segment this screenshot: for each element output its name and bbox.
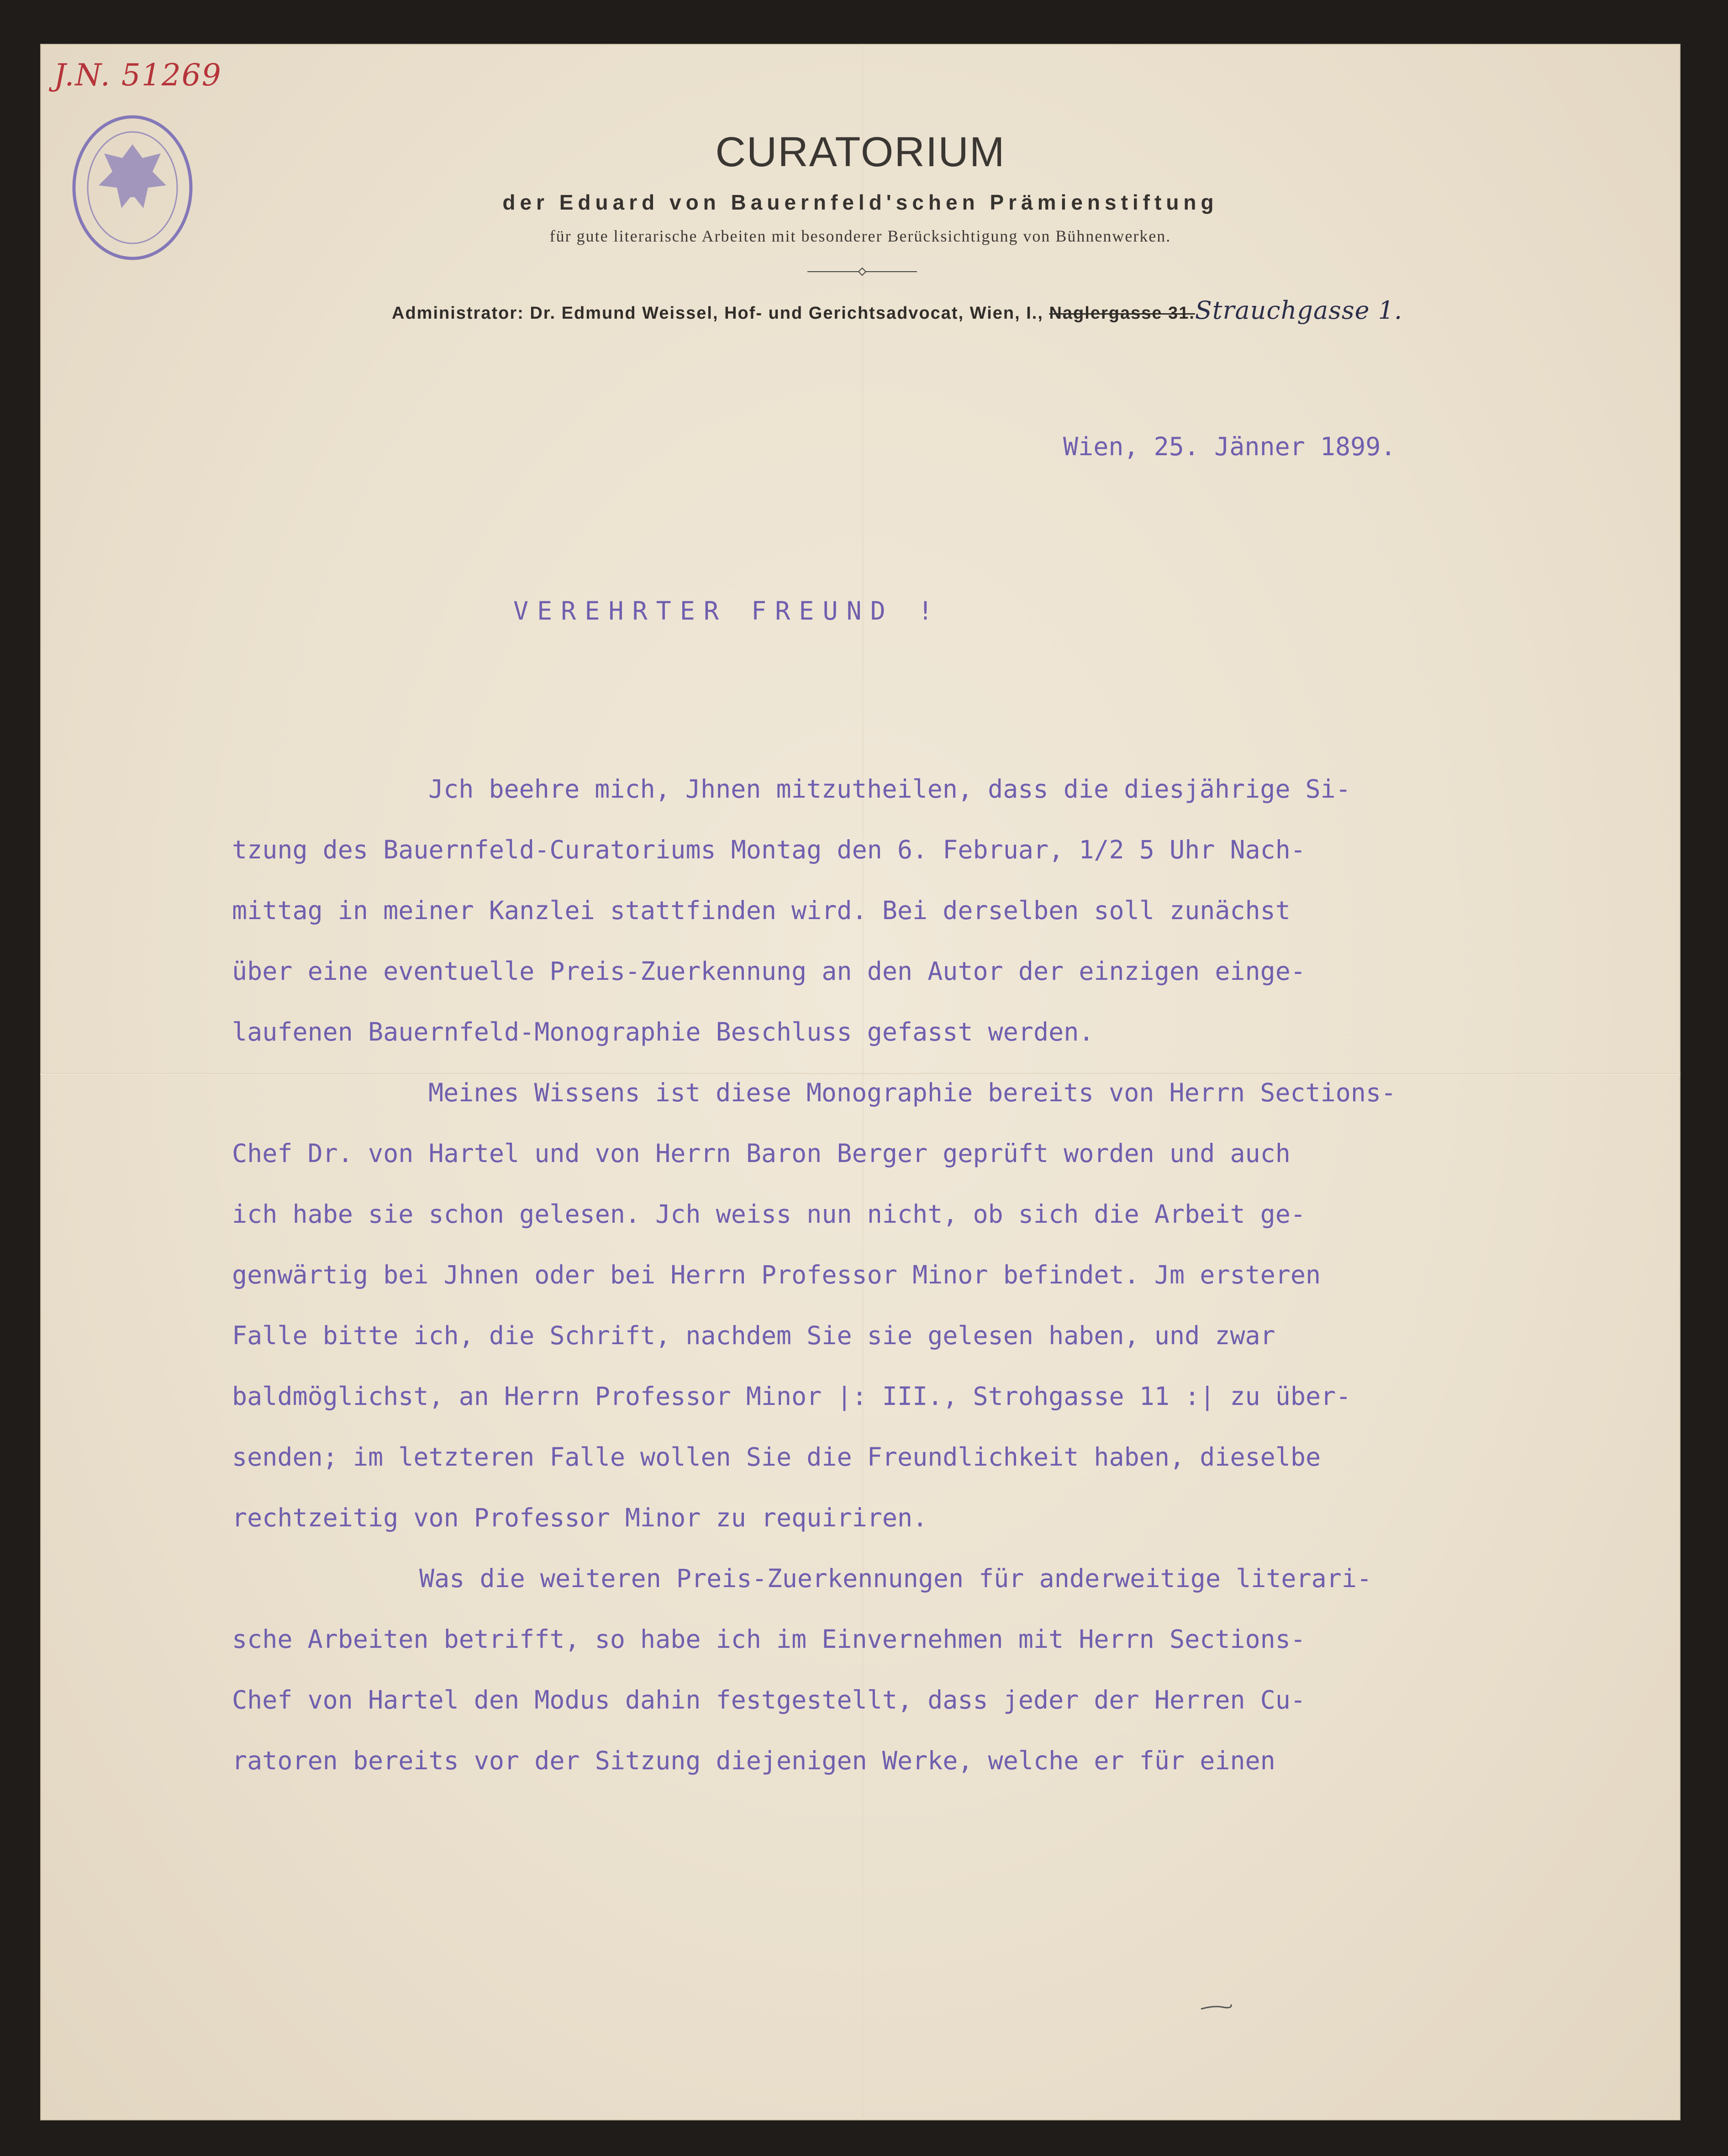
body-line: über eine eventuelle Preis-Zuerkennung an den Autor der einzigen einge- [232, 957, 1306, 986]
letterhead-administrator [392, 296, 1402, 325]
body-line: Falle bitte ich, die Schrift, nachdem Sie sie gelesen haben, und zwar [232, 1321, 1275, 1350]
body-line: Jch beehre mich, Jhnen mitzutheilen, dass die diesjährige Si- [428, 774, 1351, 804]
body-line: Chef von Hartel den Modus dahin festgestellt, dass jeder der Herren Cu- [232, 1685, 1306, 1714]
body-line: tzung des Bauernfeld-Curatoriums Montag den 6. Februar, 1/2 5 Uhr Nach- [232, 835, 1306, 864]
body-line: rechtzeitig von Professor Minor zu requiriren. [232, 1503, 928, 1532]
body-line: baldmöglichst, an Herrn Professor Minor |: III., Strohgasse 11 :| zu über- [232, 1382, 1351, 1411]
body-line: ich habe sie schon gelesen. Jch weiss nun nicht, ob sich die Arbeit ge- [232, 1199, 1306, 1229]
shelfmark-annotation: J.N. 51269 [54, 58, 222, 93]
letter-sheet [40, 44, 1681, 2120]
paper-fold-horizontal [40, 1073, 1681, 1075]
body-line: laufenen Bauernfeld-Monographie Beschluss gefasst werden. [232, 1017, 1094, 1046]
admin-address-handwritten: Strauchgasse 1. [1195, 296, 1403, 325]
body-line: Was die weiteren Preis-Zuerkennungen für anderweitige literari- [419, 1564, 1372, 1593]
body-line: Chef Dr. von Hartel und von Herrn Baron Berger geprüft worden und auch [232, 1139, 1291, 1168]
body-line: sche Arbeiten betrifft, so habe ich im Einvernehmen mit Herrn Sections- [232, 1625, 1306, 1654]
admin-address: Administrator: Dr. Edmund Weissel, Hof- und Gerichtsadvocat, Wien, I., [392, 304, 1049, 323]
letter-salutation: VEREHRTER FREUND ! [513, 596, 942, 626]
letterhead-title: CURATORIUM [715, 129, 1006, 175]
letterhead-subtitle: der Eduard von Bauernfeld'schen Prämienstiftung [502, 190, 1218, 214]
body-line: ratoren bereits vor der Sitzung diejenigen Werke, welche er für einen [232, 1746, 1275, 1775]
admin-address-struck: Naglergasse 31. [1049, 304, 1195, 323]
ornament-divider-icon [807, 266, 917, 277]
body-line: genwärtig bei Jhnen oder bei Herrn Professor Minor befindet. Jm ersteren [232, 1260, 1321, 1289]
letter-date: Wien, 25. Jänner 1899. [1063, 432, 1396, 461]
letterhead-purpose: für gute literarische Arbeiten mit besonderer Berücksichtigung von Bühnenwerken. [549, 227, 1171, 245]
body-line: senden; im letzteren Falle wollen Sie die Freundlichkeit haben, dieselbe [232, 1442, 1321, 1472]
body-line: mittag in meiner Kanzlei stattfinden wird. Bei derselben soll zunächst [232, 896, 1291, 925]
body-line: Meines Wissens ist diese Monographie bereits von Herrn Sections- [428, 1078, 1396, 1107]
pencil-mark-icon [1200, 2003, 1232, 2012]
